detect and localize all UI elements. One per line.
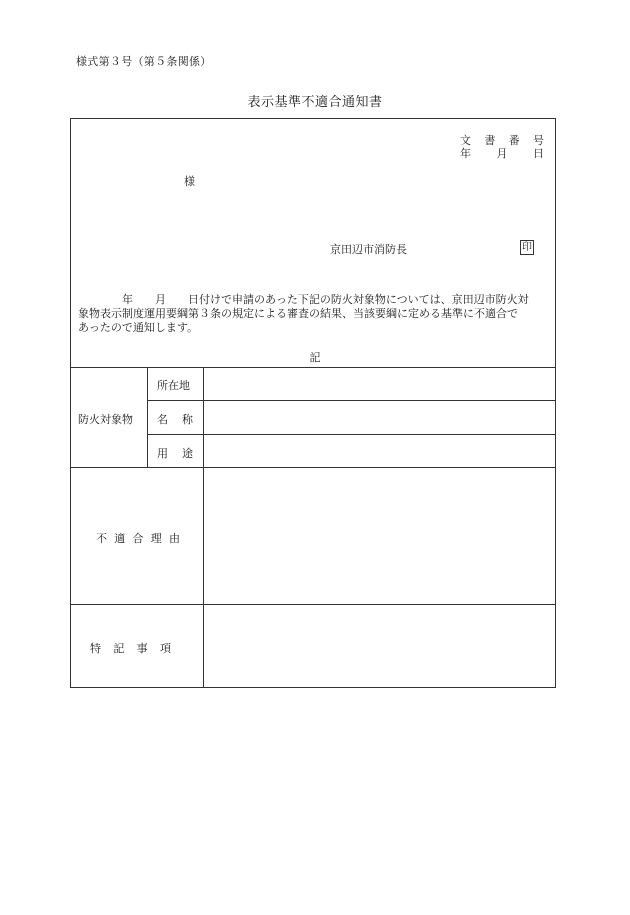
seal-mark: 印 — [522, 242, 532, 253]
reason-label-char: 不 — [96, 532, 107, 545]
doc-number-char: 書 — [484, 134, 496, 147]
notes-label-char: 特 — [90, 642, 101, 655]
page-title: 表示基準不適合通知書 — [247, 95, 383, 110]
date-month: 月 — [496, 147, 508, 160]
doc-number-char: 番 — [508, 134, 520, 147]
reason-label-char: 由 — [169, 532, 180, 545]
table-divider — [70, 467, 556, 468]
reason-label — [96, 530, 180, 546]
notice-body-line: 年 月 日付けで申請のあった下記の防火対象物については、京田辺市防火対 — [78, 293, 529, 306]
table-divider — [203, 367, 204, 688]
table-divider — [147, 434, 556, 435]
name-label — [157, 411, 193, 427]
date-year: 年 — [460, 147, 471, 160]
notes-label-char: 事 — [136, 642, 148, 655]
table-divider — [147, 400, 556, 401]
name-label-char: 名 — [157, 413, 168, 426]
reason-label-char: 理 — [150, 532, 162, 545]
notice-body-line: あったので通知します。 — [78, 321, 199, 334]
table-divider — [70, 604, 556, 605]
ki-heading: 記 — [309, 351, 321, 364]
form-outer-box — [70, 118, 556, 688]
notice-body-line: 象物表示制度運用要綱第３条の規定による審査の結果、当該要綱に定める基準に不適合で — [78, 307, 518, 320]
location-label: 所在地 — [157, 379, 190, 392]
notes-label-char: 記 — [113, 642, 125, 655]
doc-number-char: 号 — [532, 134, 544, 147]
sender-name: 京田辺市消防長 — [330, 243, 407, 256]
table-divider — [70, 367, 556, 368]
use-label-char: 途 — [182, 447, 193, 460]
reason-label-char: 合 — [132, 532, 144, 545]
recipient-suffix: 様 — [184, 175, 195, 188]
form-number: 様式第３号（第５条関係） — [76, 55, 212, 68]
document-date-label — [460, 145, 544, 161]
fire-object-label: 防火対象物 — [78, 413, 133, 426]
use-label — [157, 445, 193, 461]
name-label-char: 称 — [182, 413, 193, 426]
notes-label — [90, 640, 171, 656]
reason-label-char: 適 — [114, 532, 126, 545]
table-divider — [147, 367, 148, 467]
notice-body — [78, 293, 552, 335]
notes-label-char: 項 — [159, 642, 171, 655]
date-day: 日 — [533, 147, 544, 160]
use-label-char: 用 — [157, 447, 168, 460]
doc-number-char: 文 — [460, 134, 471, 147]
